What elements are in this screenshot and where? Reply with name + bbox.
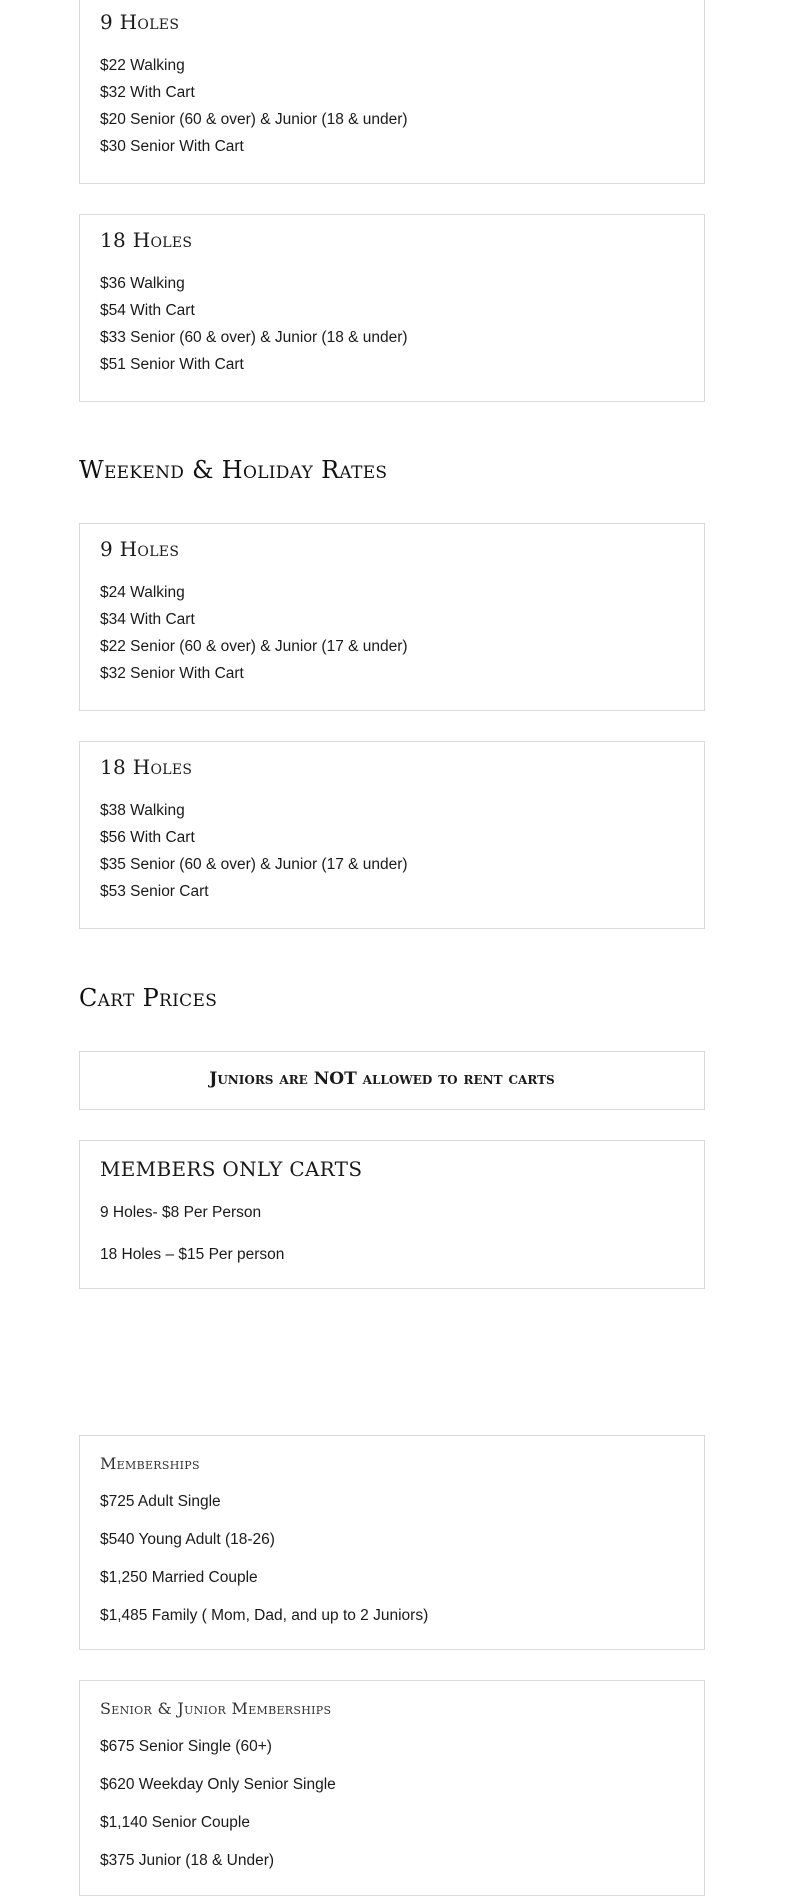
membership-line: $1,250 Married Couple [100, 1569, 258, 1586]
weekend-9-holes-card [79, 523, 705, 711]
rate-line: $34 With Cart [100, 611, 195, 628]
juniors-cart-notice [79, 1051, 705, 1110]
membership-line: $725 Adult Single [100, 1493, 221, 1510]
rate-line: $30 Senior With Cart [100, 138, 244, 155]
senior-junior-memberships-card [79, 1680, 705, 1896]
rate-line: $54 With Cart [100, 302, 195, 319]
rate-line: $38 Walking [100, 802, 185, 819]
weekend-holiday-rates-heading: Weekend & Holiday Rates [79, 456, 388, 484]
members-only-carts-card [79, 1140, 705, 1289]
card-title: Senior & Junior Memberships [100, 1699, 332, 1718]
weekday-18-holes-card [79, 214, 705, 402]
rate-line: $32 Senior With Cart [100, 665, 244, 682]
card-title: 18 Holes [100, 755, 193, 779]
cart-prices-heading: Cart Prices [79, 984, 218, 1012]
notice-text: Juniors are NOT allowed to rent carts [209, 1069, 555, 1089]
rate-line: $35 Senior (60 & over) & Junior (17 & under) [100, 856, 408, 873]
memberships-card [79, 1435, 705, 1650]
membership-line: $620 Weekday Only Senior Single [100, 1776, 336, 1793]
card-title: Memberships [100, 1454, 200, 1473]
rate-line: $20 Senior (60 & over) & Junior (18 & under) [100, 111, 408, 128]
card-title: 9 Holes [100, 537, 180, 561]
card-title: 9 Holes [100, 10, 180, 34]
rate-line: $32 With Cart [100, 84, 195, 101]
weekday-9-holes-card [79, 0, 705, 184]
card-title: 18 Holes [100, 228, 193, 252]
membership-line: $1,140 Senior Couple [100, 1814, 250, 1831]
weekend-18-holes-card [79, 741, 705, 929]
membership-line: $675 Senior Single (60+) [100, 1738, 272, 1755]
membership-line: $375 Junior (18 & Under) [100, 1852, 275, 1869]
membership-line: $1,485 Family ( Mom, Dad, and up to 2 Juniors) [100, 1607, 429, 1624]
rate-line: $53 Senior Cart [100, 883, 209, 900]
cart-price-line: 9 Holes- $8 Per Person [100, 1204, 262, 1221]
rate-line: $22 Senior (60 & over) & Junior (17 & under) [100, 638, 408, 655]
cart-price-line: 18 Holes – $15 Per person [100, 1246, 285, 1263]
rate-line: $51 Senior With Cart [100, 356, 244, 373]
rate-line: $22 Walking [100, 57, 185, 74]
membership-line: $540 Young Adult (18-26) [100, 1531, 275, 1548]
rate-line: $36 Walking [100, 275, 185, 292]
rate-line: $56 With Cart [100, 829, 195, 846]
rate-line: $33 Senior (60 & over) & Junior (18 & under) [100, 329, 408, 346]
card-title: MEMBERS ONLY CARTS [100, 1157, 363, 1181]
rate-line: $24 Walking [100, 584, 185, 601]
